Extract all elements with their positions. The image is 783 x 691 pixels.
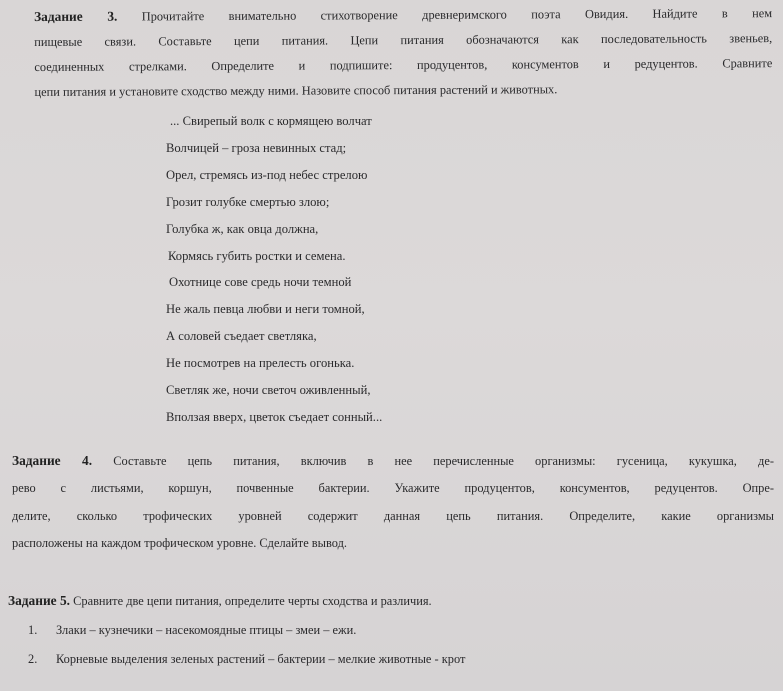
poem-line: Орел, стремясь из-под небес стрелою (166, 167, 368, 182)
task-4-line: расположены на каждом трофическом уровне. Сделайте вывод. (12, 536, 347, 551)
task-3-paragraph (34, 0, 773, 105)
poem-line: Грозит голубке смертью злою; (166, 194, 330, 209)
task-3-line: соединенных стрелками. Определите и подпишите: продуцентов, консументов и редуцентов. Сравните (34, 56, 773, 74)
poem-line: Волчицей – гроза невинных стад; (166, 140, 347, 155)
food-chain-list (28, 616, 465, 674)
task-3-line: цепи питания и установите сходство между ними. Назовите способ питания растений и животных. (34, 82, 558, 99)
poem-line: Не жаль певца любви и неги томной, (166, 302, 365, 317)
task-5-line: Задание 5. Сравните две цепи питания, определите черты сходства и различия. (8, 593, 432, 608)
poem-line: Кормясь губить ростки и семена. (168, 248, 346, 263)
task-4-line: делите, сколько трофических уровней содержит данная цепь питания. Определите, какие организмы (12, 508, 774, 523)
task-4-label: Задание 4. (12, 453, 93, 468)
task-5-label: Задание 5. (8, 593, 70, 608)
task-5-paragraph (8, 588, 708, 614)
task-4-line: рево с листьями, коршун, почвенные бактерии. Укажите продуцентов, консументов, редуцентов. Опре- (12, 481, 774, 496)
poem-line: Вползая вверх, цветок съедает сонный... (166, 409, 383, 424)
poem-line: Охотнице сове средь ночи темной (169, 275, 352, 290)
task-4-paragraph (12, 447, 774, 558)
poem-line: Не посмотрев на прелесть огонька. (166, 356, 355, 371)
list-number: 1. (28, 623, 38, 637)
task-3-line: Задание 3. Прочитайте внимательно стихотворение древнеримского поэта Овидия. Найдите в нем (34, 6, 773, 24)
food-chain-item (28, 645, 465, 674)
food-chain-item (28, 616, 465, 645)
food-chain-text: Корневые выделения зеленых растений – бактерии – мелкие животные - крот (56, 652, 466, 666)
poem-line: Голубка ж, как овца должна, (166, 221, 319, 236)
list-number: 2. (28, 652, 38, 666)
poem-line: А соловей съедает светляка, (166, 329, 317, 344)
task-3-label: Задание 3. (34, 8, 118, 24)
poem-line: ... Свирепый волк с кормящею волчат (170, 114, 372, 128)
food-chain-text: Злаки – кузнечики – насекомоядные птицы – змеи – ежи. (56, 623, 357, 637)
poem (166, 108, 382, 431)
task-3-line: пищевые связи. Составьте цепи питания. Цепи питания обозначаются как последовательность звеньев, (34, 31, 773, 49)
task-4-line: Задание 4. Составьте цепь питания, включив в нее перечисленные организмы: гусеница, кукушка, де- (12, 453, 774, 468)
poem-line: Светляк же, ночи светоч оживленный, (166, 383, 371, 398)
